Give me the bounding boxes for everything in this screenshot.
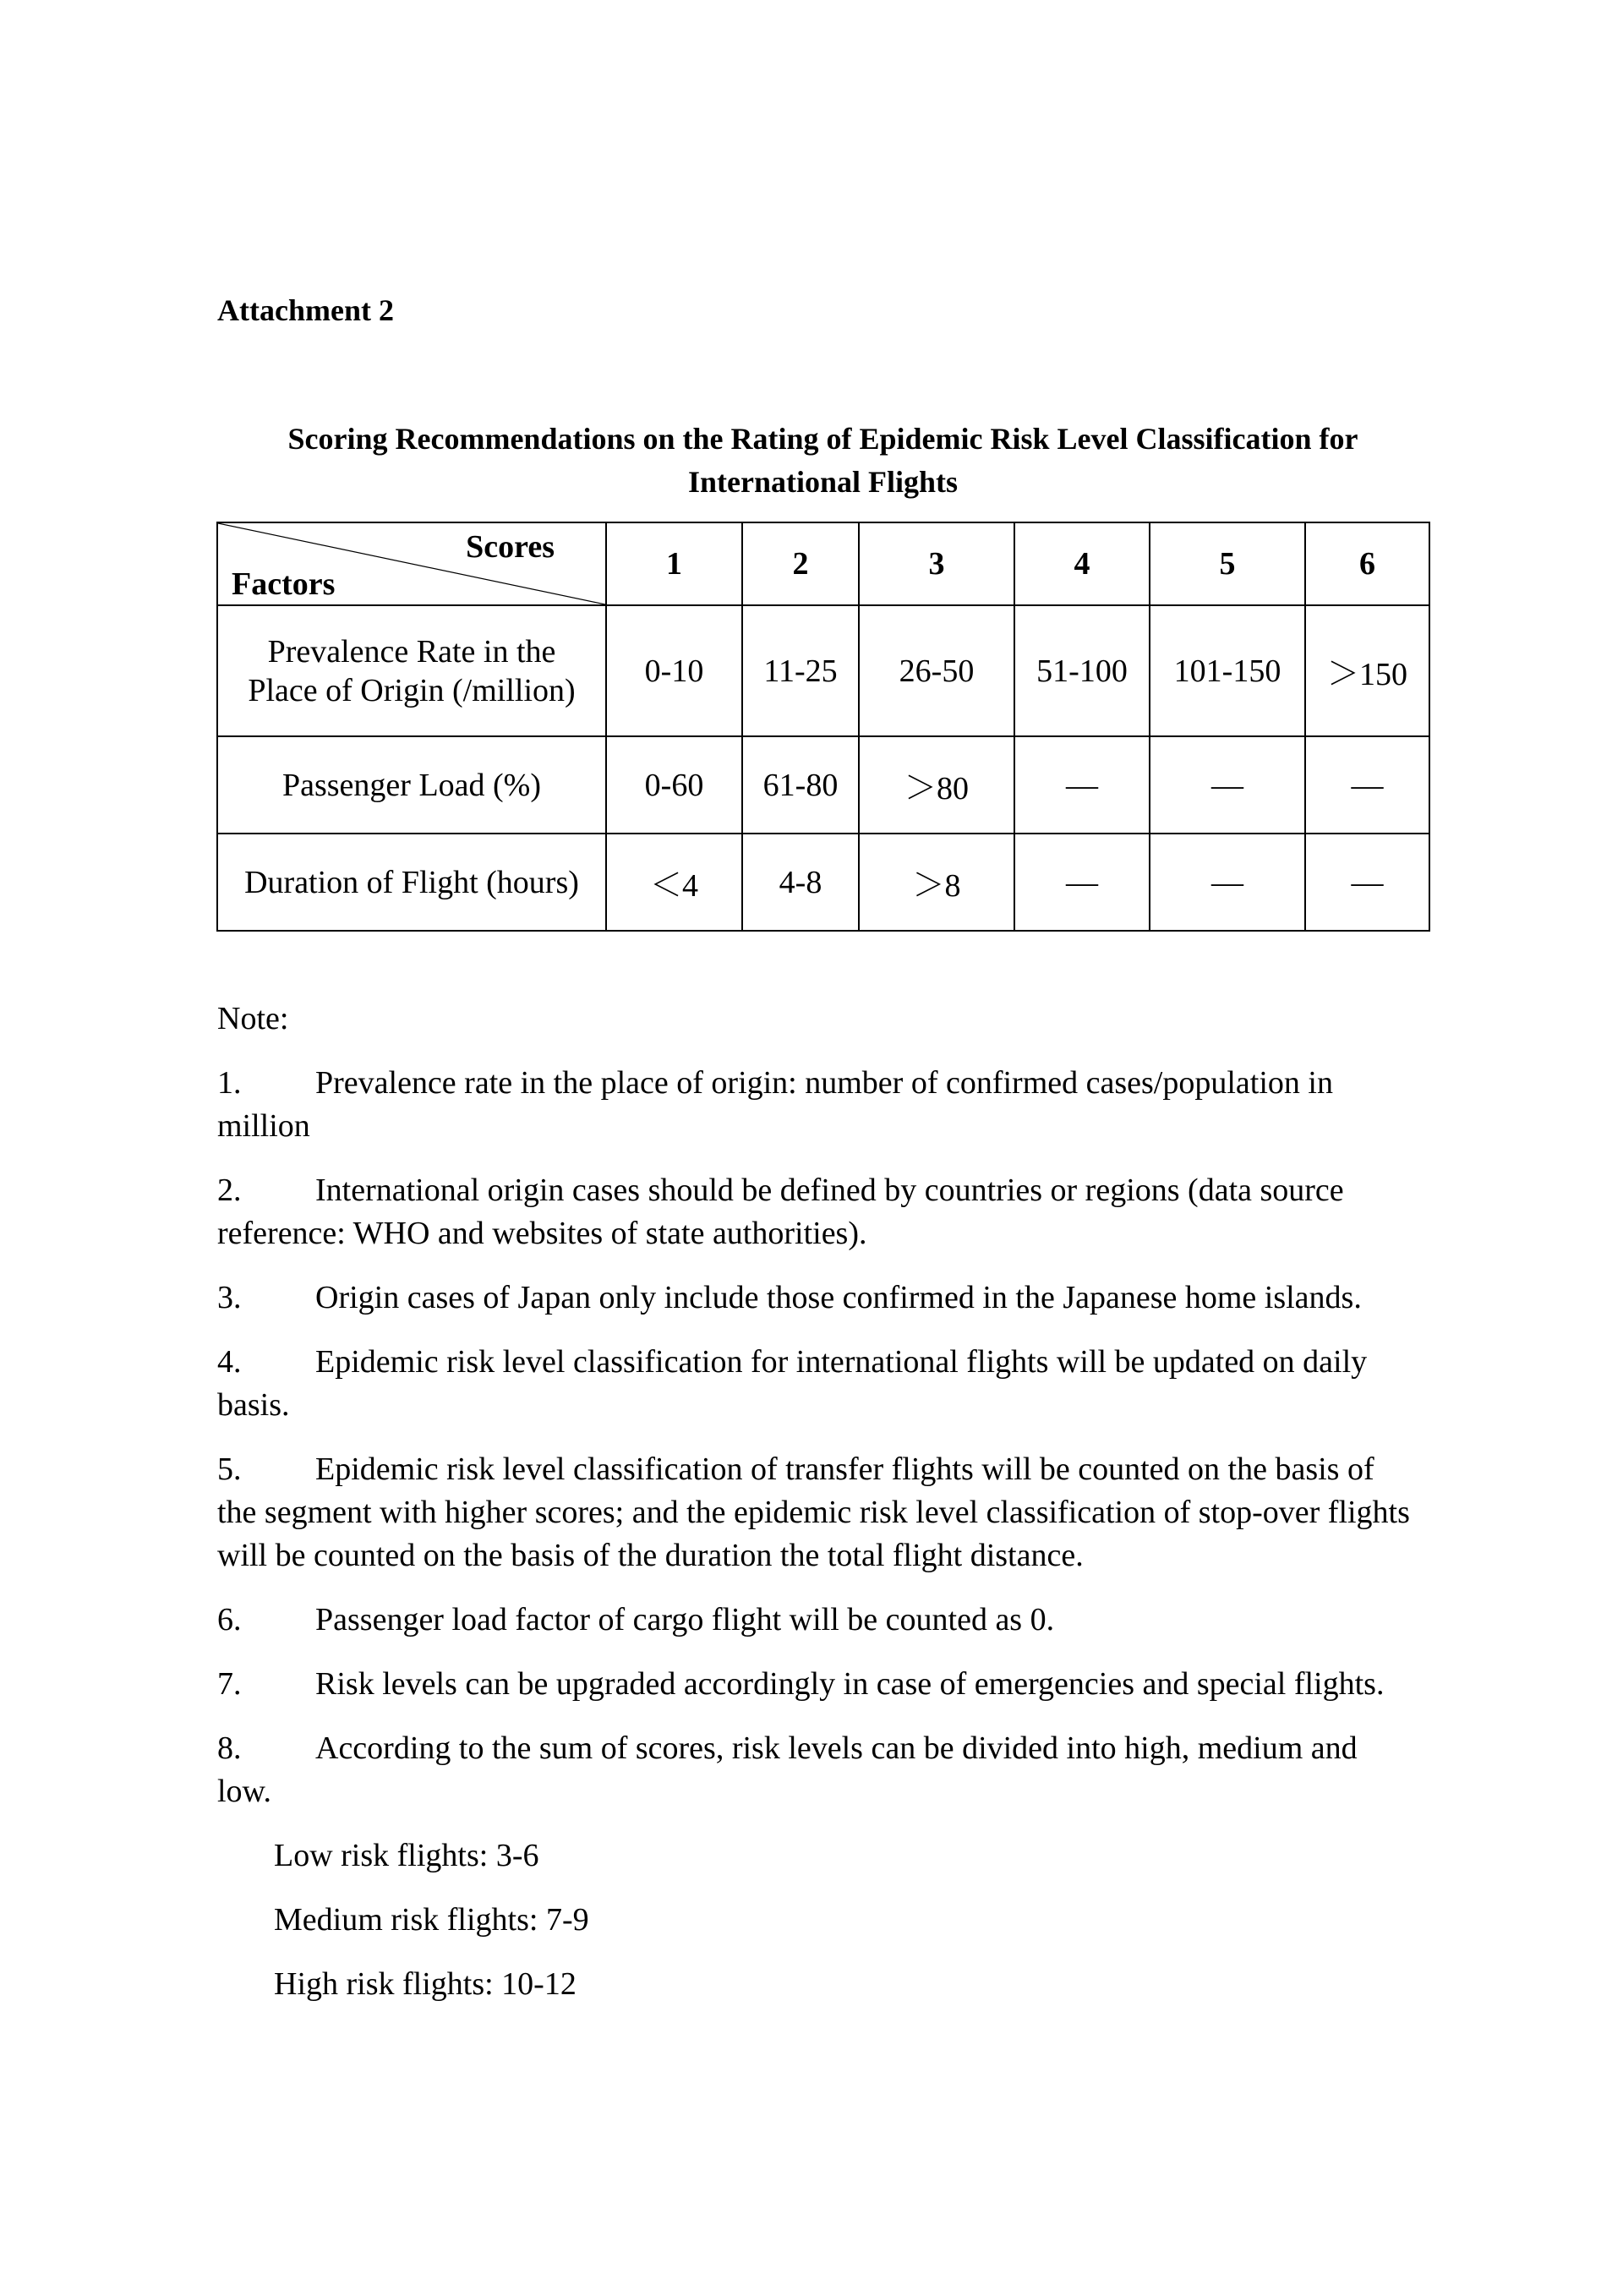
note-number: 6. bbox=[217, 1602, 242, 1637]
note-text-cont: million bbox=[217, 1108, 310, 1144]
table-row bbox=[217, 834, 1429, 931]
note-item bbox=[217, 1062, 1434, 1148]
note-text: Risk levels can be upgraded accordingly in case of emergencies and special flights. bbox=[315, 1666, 1385, 1702]
notes-section bbox=[217, 998, 1434, 2027]
note-item bbox=[217, 1341, 1434, 1427]
note-text: According to the sum of scores, risk levels can be divided into high, medium and bbox=[315, 1730, 1358, 1766]
factor-cell bbox=[217, 605, 606, 736]
title-line-1: Scoring Recommendations on the Rating of Epidemic Risk Level Classification for bbox=[287, 422, 1358, 456]
risk-level-high: High risk flights: 10-12 bbox=[274, 1966, 577, 2002]
note-text: Epidemic risk level classification for international flights will be updated on daily bbox=[315, 1344, 1368, 1380]
note-text-cont: low. bbox=[217, 1774, 272, 1809]
note-text: International origin cases should be defined by countries or regions (data source bbox=[315, 1173, 1344, 1208]
table-cell: 51-100 bbox=[1014, 605, 1150, 736]
table-cell: 101-150 bbox=[1150, 605, 1305, 736]
note-item bbox=[217, 1169, 1434, 1255]
score-header: 6 bbox=[1305, 522, 1429, 605]
score-header: 5 bbox=[1150, 522, 1305, 605]
title-line-2: International Flights bbox=[687, 465, 959, 499]
note-item bbox=[217, 1276, 1434, 1320]
note-text-cont: basis. bbox=[217, 1387, 290, 1423]
note-text-cont: reference: WHO and websites of state authorities). bbox=[217, 1216, 867, 1251]
note-text: Prevalence rate in the place of origin: number of confirmed cases/population in bbox=[315, 1065, 1333, 1101]
table-cell: — bbox=[1014, 736, 1150, 834]
scoring-table bbox=[216, 522, 1430, 932]
table-cell: — bbox=[1305, 736, 1429, 834]
table-cell: 26-50 bbox=[859, 605, 1014, 736]
table-cell: ＞150 bbox=[1305, 605, 1429, 736]
table-row bbox=[217, 605, 1429, 736]
note-number: 4. bbox=[217, 1344, 242, 1380]
score-header: 2 bbox=[742, 522, 859, 605]
note-number: 7. bbox=[217, 1666, 242, 1702]
note-number: 1. bbox=[217, 1065, 242, 1101]
score-header: 4 bbox=[1014, 522, 1150, 605]
table-cell: 4-8 bbox=[742, 834, 859, 931]
note-number: 5. bbox=[217, 1451, 242, 1487]
factor-label-line: Place of Origin (/million) bbox=[248, 672, 576, 708]
document-title bbox=[217, 418, 1429, 504]
corner-header-cell bbox=[217, 522, 606, 605]
note-item bbox=[217, 1663, 1434, 1706]
note-text: Origin cases of Japan only include those confirmed in the Japanese home islands. bbox=[315, 1280, 1362, 1315]
note-item bbox=[217, 1599, 1434, 1642]
table-header-row bbox=[217, 522, 1429, 605]
note-text: Passenger load factor of cargo flight will be counted as 0. bbox=[315, 1602, 1055, 1637]
note-number: 3. bbox=[217, 1280, 242, 1315]
table-cell: 61-80 bbox=[742, 736, 859, 834]
factor-cell: Passenger Load (%) bbox=[217, 736, 606, 834]
table-row bbox=[217, 736, 1429, 834]
table-cell: — bbox=[1305, 834, 1429, 931]
note-item bbox=[217, 1727, 1434, 1813]
note-text-cont: the segment with higher scores; and the epidemic risk level classification of stop-over flights will be counted on the basis of the duration the total flight distance. bbox=[217, 1495, 1410, 1573]
factor-cell: Duration of Flight (hours) bbox=[217, 834, 606, 931]
table-cell: — bbox=[1150, 834, 1305, 931]
note-number: 2. bbox=[217, 1173, 242, 1208]
risk-level-medium: Medium risk flights: 7-9 bbox=[274, 1902, 589, 1938]
attachment-label: Attachment 2 bbox=[217, 293, 394, 327]
table-cell: 11-25 bbox=[742, 605, 859, 736]
table-cell: — bbox=[1014, 834, 1150, 931]
table-cell: 0-60 bbox=[606, 736, 742, 834]
note-item bbox=[217, 1448, 1434, 1577]
corner-factors-label: Factors bbox=[232, 566, 336, 602]
risk-level-low: Low risk flights: 3-6 bbox=[274, 1838, 539, 1873]
table-cell: ＜4 bbox=[606, 834, 742, 931]
table-cell: — bbox=[1150, 736, 1305, 834]
table-cell: ＞8 bbox=[859, 834, 1014, 931]
notes-heading: Note: bbox=[217, 1001, 289, 1036]
table-cell: ＞80 bbox=[859, 736, 1014, 834]
table-cell: 0-10 bbox=[606, 605, 742, 736]
corner-scores-label: Scores bbox=[466, 529, 555, 565]
score-header: 3 bbox=[859, 522, 1014, 605]
note-number: 8. bbox=[217, 1730, 242, 1766]
score-header: 1 bbox=[606, 522, 742, 605]
note-text: Epidemic risk level classification of transfer flights will be counted on the basis of bbox=[315, 1451, 1374, 1487]
factor-label-line: Prevalence Rate in the bbox=[267, 633, 556, 670]
